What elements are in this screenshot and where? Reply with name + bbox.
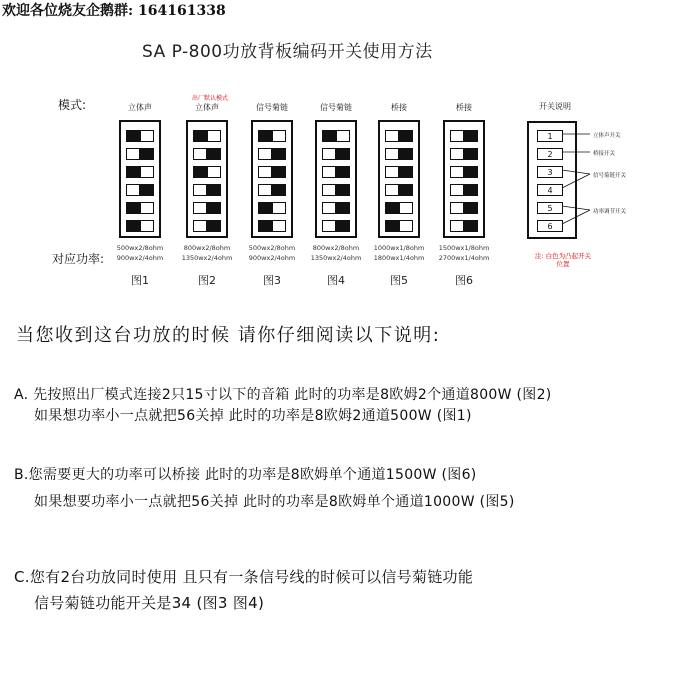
power-label: 对应功率: <box>52 252 105 266</box>
dip-switch-knob <box>271 167 285 177</box>
legend-desc-stereo: 立体声开关 <box>593 133 621 139</box>
mode-power-rating: 500wx2/8ohm <box>248 244 296 252</box>
dip-switch-knob <box>127 221 141 231</box>
legend-desc-bridge: 桥接开关 <box>593 151 616 157</box>
dip-switch-knob <box>463 167 477 177</box>
dip-switch <box>450 166 478 178</box>
dip-switch <box>322 130 350 142</box>
dip-switch <box>258 148 286 160</box>
instruction-a2: 如果想功率小一点就把56关掉 此时的功率是8欧姆2通道500W (图1) <box>34 408 472 424</box>
dip-switch-block <box>251 120 293 238</box>
dip-switch-block <box>443 120 485 238</box>
dip-switch <box>385 148 413 160</box>
mode-power-rating: 1800wx1/4ohm <box>373 254 425 262</box>
figure-label: 图5 <box>390 274 408 287</box>
dip-switch-knob <box>127 167 141 177</box>
dip-switch <box>385 184 413 196</box>
dip-switch <box>258 166 286 178</box>
dip-switch-knob <box>398 149 412 159</box>
dip-switch <box>258 202 286 214</box>
dip-switch <box>450 184 478 196</box>
dip-switch-knob <box>206 221 220 231</box>
dip-switch <box>126 202 154 214</box>
dip-switch-knob <box>463 185 477 195</box>
page-title: SA P-800功放背板编码开关使用方法 <box>142 42 433 62</box>
instruction-c2: 信号菊链功能开关是34 (图3 图4) <box>34 594 265 612</box>
dip-switch <box>258 130 286 142</box>
legend-number: 1 <box>537 130 563 142</box>
mode-label: 信号菊链 <box>256 103 288 112</box>
dip-switch <box>450 148 478 160</box>
dip-switch-knob <box>259 221 273 231</box>
qq-group-header: 欢迎各位烧友企鹅群: 164161338 <box>2 3 226 19</box>
mode-power-rating: 1350wx2/4ohm <box>181 254 233 262</box>
legend-desc-power: 功率调节开关 <box>593 209 627 215</box>
figure-label: 图3 <box>263 274 281 287</box>
mode-label: 信号菊链 <box>320 103 352 112</box>
mode-power-rating: 1000wx1/8ohm <box>373 244 425 252</box>
legend-number: 6 <box>537 220 563 232</box>
dip-switch <box>126 166 154 178</box>
dip-switch-knob <box>386 221 400 231</box>
mode-label: 立体声 <box>128 103 152 112</box>
legend-note: 注: 白色为凸起开关位置 <box>534 252 592 268</box>
figure-label: 图1 <box>131 274 149 287</box>
dip-switch-knob <box>398 167 412 177</box>
dip-switch-knob <box>335 167 349 177</box>
dip-switch <box>258 220 286 232</box>
legend-number: 3 <box>537 166 563 178</box>
mode-power-rating: 900wx2/4ohm <box>248 254 296 262</box>
dip-switch <box>193 184 221 196</box>
legend-number: 2 <box>537 148 563 160</box>
mode-label: 桥接 <box>456 103 472 112</box>
dip-switch-block <box>119 120 161 238</box>
dip-switch <box>385 166 413 178</box>
instruction-c1: C.您有2台功放同时使用 且只有一条信号线的时候可以信号菊链功能 <box>14 568 474 586</box>
dip-switch-knob <box>271 185 285 195</box>
figure-label: 图6 <box>455 274 473 287</box>
dip-switch <box>126 148 154 160</box>
dip-switch-knob <box>398 185 412 195</box>
dip-switch-knob <box>127 131 141 141</box>
dip-switch-knob <box>463 203 477 213</box>
dip-switch <box>385 220 413 232</box>
dip-switch-knob <box>206 149 220 159</box>
dip-switch <box>322 148 350 160</box>
dip-switch-knob <box>463 149 477 159</box>
dip-switch-knob <box>194 131 208 141</box>
mode-power-rating: 1500wx1/8ohm <box>438 244 490 252</box>
dip-switch-knob <box>206 203 220 213</box>
dip-switch-knob <box>127 203 141 213</box>
dip-switch <box>322 184 350 196</box>
dip-switch <box>126 130 154 142</box>
figure-label: 图4 <box>327 274 345 287</box>
figure-label: 图2 <box>198 274 216 287</box>
instruction-b1: B.您需要更大的功率可以桥接 此时的功率是8欧姆单个通道1500W (图6) <box>14 467 477 483</box>
mode-power-rating: 900wx2/4ohm <box>116 254 164 262</box>
mode-label: 立体声 <box>195 103 219 112</box>
dip-switch-knob <box>386 203 400 213</box>
dip-switch-knob <box>271 149 285 159</box>
dip-switch <box>193 220 221 232</box>
mode-power-rating: 500wx2/8ohm <box>116 244 164 252</box>
dip-switch-knob <box>463 131 477 141</box>
legend-number: 5 <box>537 202 563 214</box>
dip-switch-knob <box>139 149 153 159</box>
dip-switch-block <box>186 120 228 238</box>
mode-power-rating: 800wx2/8ohm <box>183 244 231 252</box>
dip-switch <box>193 166 221 178</box>
mode-power-rating: 2700wx1/4ohm <box>438 254 490 262</box>
dip-switch-knob <box>323 131 337 141</box>
instruction-a1: A. 先按照出厂模式连接2只15寸以下的音箱 此时的功率是8欧姆2个通道800W (图2) <box>14 387 552 403</box>
instruction-b2: 如果想要功率小一点就把56关掉 此时的功率是8欧姆单个通道1000W (图5) <box>34 494 515 510</box>
dip-switch-knob <box>335 203 349 213</box>
dip-switch <box>322 202 350 214</box>
modes-label: 模式: <box>58 98 87 112</box>
instructions-headline: 当您收到这台功放的时候 请你仔细阅读以下说明: <box>16 325 441 346</box>
dip-switch <box>385 202 413 214</box>
dip-switch-block <box>315 120 357 238</box>
dip-switch <box>450 130 478 142</box>
dip-switch <box>322 166 350 178</box>
dip-switch <box>450 202 478 214</box>
dip-switch-knob <box>398 131 412 141</box>
dip-switch <box>258 184 286 196</box>
dip-switch <box>126 220 154 232</box>
dip-switch-knob <box>206 185 220 195</box>
dip-switch-knob <box>139 185 153 195</box>
dip-switch <box>193 148 221 160</box>
dip-switch-knob <box>335 221 349 231</box>
mode-power-rating: 1350wx2/4ohm <box>310 254 362 262</box>
dip-switch-knob <box>259 203 273 213</box>
legend-title: 开关说明 <box>539 102 571 111</box>
dip-switch <box>385 130 413 142</box>
dip-switch-knob <box>259 131 273 141</box>
legend-desc-daisychain: 信号菊链开关 <box>593 173 627 179</box>
mode-label: 桥接 <box>391 103 407 112</box>
dip-switch <box>126 184 154 196</box>
factory-default-note: 出厂默认模式 <box>191 95 228 102</box>
dip-switch-knob <box>463 221 477 231</box>
dip-switch-knob <box>194 167 208 177</box>
dip-switch <box>193 202 221 214</box>
dip-switch <box>322 220 350 232</box>
legend-number: 4 <box>537 184 563 196</box>
dip-switch <box>450 220 478 232</box>
dip-switch-knob <box>335 149 349 159</box>
mode-power-rating: 800wx2/8ohm <box>312 244 360 252</box>
dip-switch-knob <box>335 185 349 195</box>
dip-switch <box>193 130 221 142</box>
dip-switch-block <box>378 120 420 238</box>
